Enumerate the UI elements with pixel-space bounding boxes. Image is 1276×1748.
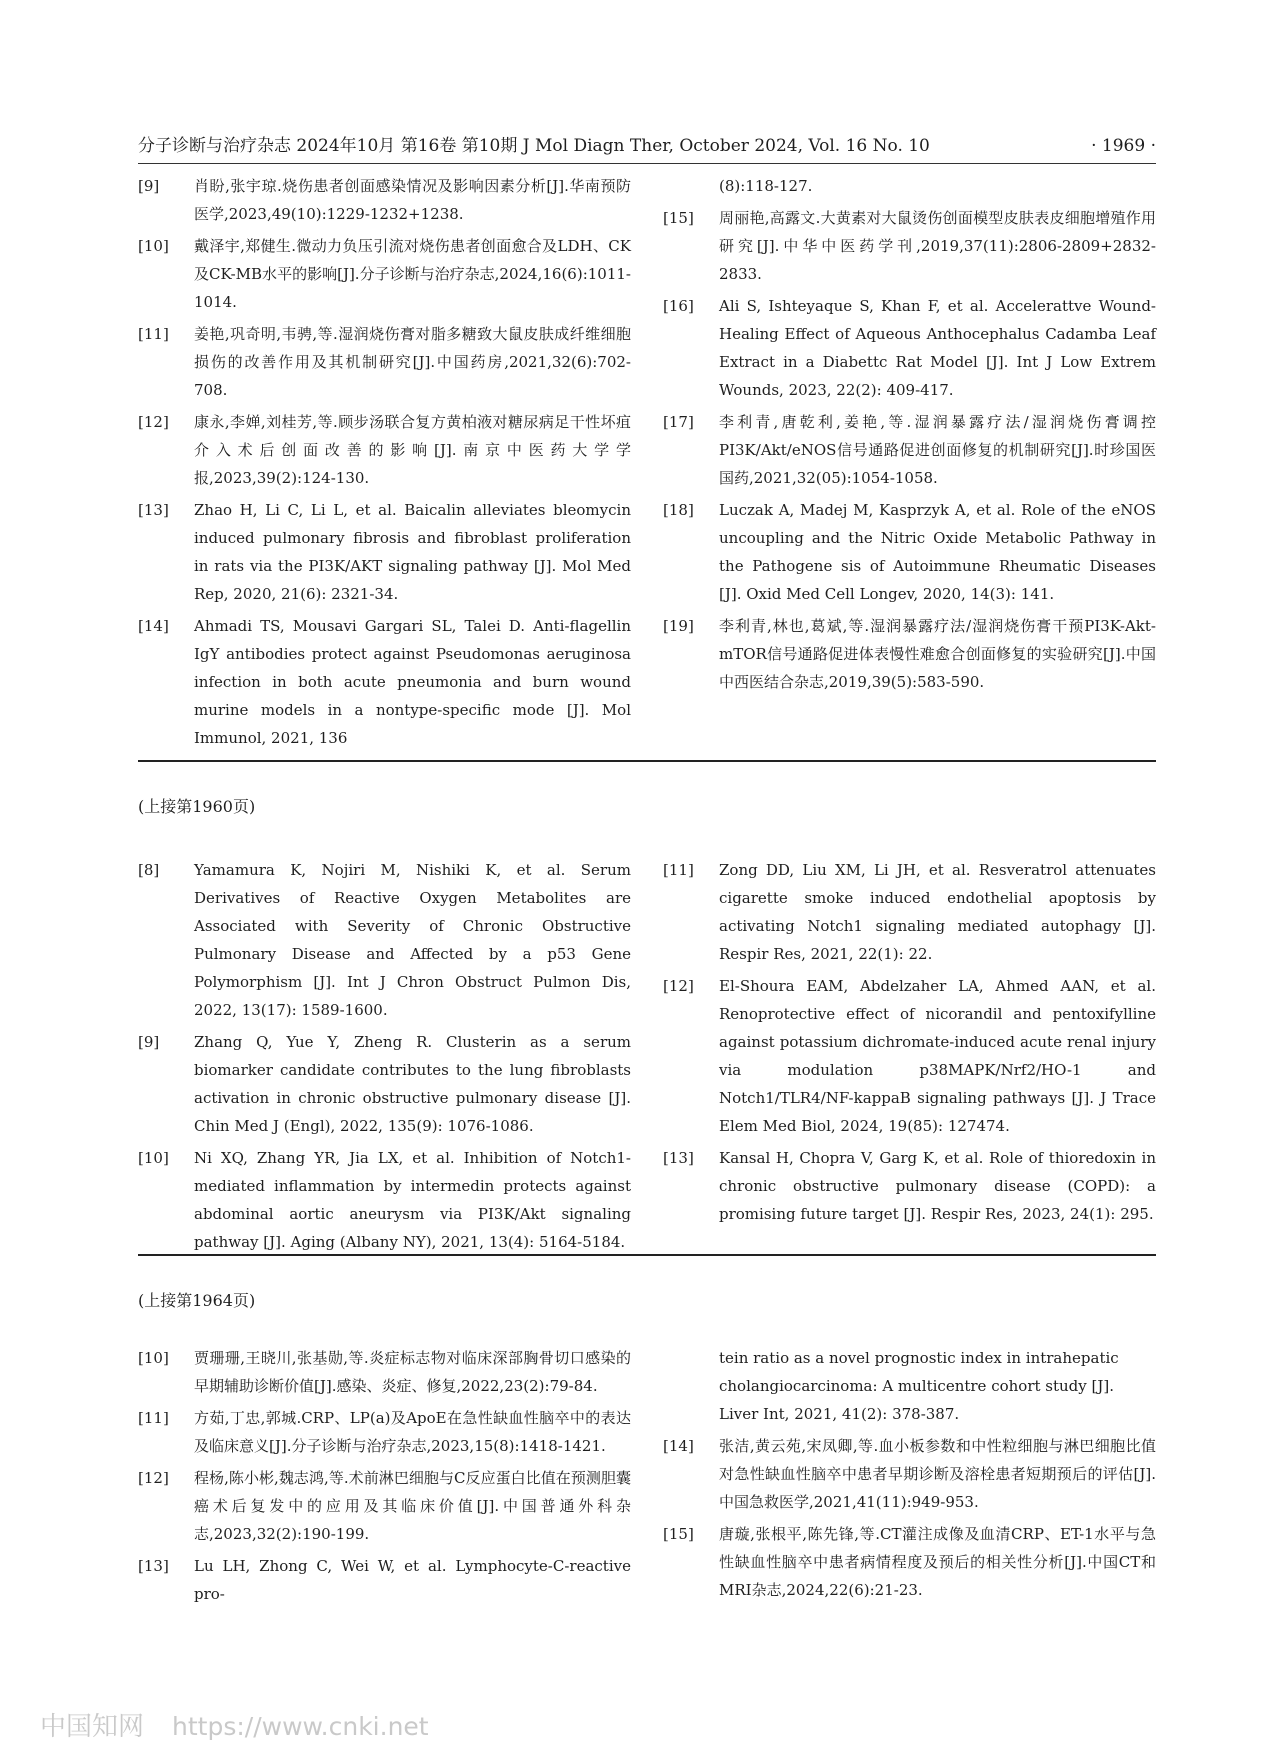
reference-number: [9] xyxy=(138,1033,160,1051)
reference-item xyxy=(663,972,1156,1140)
reference-item xyxy=(138,1144,631,1256)
reference-number: [16] xyxy=(663,297,694,315)
reference-number: [11] xyxy=(138,325,169,343)
reference-number: [17] xyxy=(663,413,694,431)
reference-number: [12] xyxy=(138,1469,169,1487)
reference-item xyxy=(663,1144,1156,1228)
continued-from-label: (上接第1960页) xyxy=(138,797,256,816)
section1-left-column xyxy=(138,172,631,756)
section-divider xyxy=(138,1254,1156,1256)
watermark-url: https://www.cnki.net xyxy=(172,1712,429,1741)
reference-text: Lu LH, Zhong C, Wei W, et al. Lymphocyte-C-reactive pro- xyxy=(194,1557,631,1603)
reference-text: Yamamura K, Nojiri M, Nishiki K, et al. Serum Derivatives of Reactive Oxygen Metabolites are Associated with Severity of Chronic Obstructive Pulmonary Disease and Affected by a p53 Gene Polymorphism [J]. Int J Chron Obstruct Pulmon Dis, 2022, 13(17): 1589-1600. xyxy=(194,861,631,1019)
reference-item xyxy=(138,1404,631,1460)
reference-text: Zhang Q, Yue Y, Zheng R. Clusterin as a serum biomarker candidate contributes to the lung fibroblasts activation in chronic obstructive pulmonary disease [J]. Chin Med J (Engl), 2022, 135(9): 1076-1086. xyxy=(194,1033,631,1135)
section-divider xyxy=(138,760,1156,762)
reference-number: [15] xyxy=(663,209,694,227)
reference-number: [11] xyxy=(138,1409,169,1427)
reference-text: 贾珊珊,王晓川,张基勋,等.炎症标志物对临床深部胸骨切口感染的早期辅助诊断价值[J].感染、炎症、修复,2022,23(2):79-84. xyxy=(194,1349,631,1395)
journal-header: 分子诊断与治疗杂志 2024年10月 第16卷 第10期 J Mol Diagn Ther, October 2024, Vol. 16 No. 10 xyxy=(138,136,930,156)
reference-text: Zong DD, Liu XM, Li JH, et al. Resveratrol attenuates cigarette smoke induced endothelial apoptosis by activating Notch1 signaling mediated autophagy [J]. Respir Res, 2021, 22(1): 22. xyxy=(719,861,1156,963)
reference-text: 肖盼,张宇琼.烧伤患者创面感染情况及影响因素分析[J].华南预防医学,2023,49(10):1229-1232+1238. xyxy=(194,177,631,223)
reference-number: [13] xyxy=(663,1149,694,1167)
watermark-brand: 中国知网 xyxy=(40,1712,145,1742)
reference-item xyxy=(138,612,631,752)
reference-item xyxy=(663,1520,1156,1604)
reference-item xyxy=(138,1028,631,1140)
section3-left-column xyxy=(138,1344,631,1612)
reference-number: [13] xyxy=(138,501,169,519)
reference-number: [19] xyxy=(663,617,694,635)
reference-item xyxy=(138,408,631,492)
reference-item xyxy=(663,408,1156,492)
reference-text: Ahmadi TS, Mousavi Gargari SL, Talei D. Anti-flagellin IgY antibodies protect against Pseudomonas aeruginosa infection in both acute pneumonia and burn wound murine models in a nontype-specific mode [J]. Mol Immunol, 2021, 136 xyxy=(194,617,631,747)
section2-right-column xyxy=(663,856,1156,1232)
reference-text: 姜艳,巩奇明,韦骋,等.湿润烧伤膏对脂多糖致大鼠皮肤成纤维细胞损伤的改善作用及其机制研究[J].中国药房,2021,32(6):702-708. xyxy=(194,325,631,399)
reference-item xyxy=(663,204,1156,288)
reference-item xyxy=(663,292,1156,404)
reference-text: 张洁,黄云苑,宋凤卿,等.血小板参数和中性粒细胞与淋巴细胞比值对急性缺血性脑卒中患者早期诊断及溶栓患者短期预后的评估[J].中国急救医学,2021,41(11):949-953. xyxy=(719,1437,1156,1511)
reference-text: El-Shoura EAM, Abdelzaher LA, Ahmed AAN, et al. Renoprotective effect of nicorandil and pentoxifylline against potassium dichromate-induced acute renal injury via modulation p38MAPK/Nrf2/HO-1 and Notch1/TLR4/NF-kappaB signaling pathways [J]. J Trace Elem Med Biol, 2024, 19(85): 127474. xyxy=(719,977,1156,1135)
reference-text: 程杨,陈小彬,魏志鸿,等.术前淋巴细胞与C反应蛋白比值在预测胆囊癌术后复发中的应用及其临床价值[J].中国普通外科杂志,2023,32(2):190-199. xyxy=(194,1469,631,1543)
reference-number: [14] xyxy=(138,617,169,635)
reference-item xyxy=(138,1552,631,1608)
reference-text: Kansal H, Chopra V, Garg K, et al. Role of thioredoxin in chronic obstructive pulmonary disease (COPD): a promising future target [J]. Respir Res, 2023, 24(1): 295. xyxy=(719,1149,1156,1223)
reference-item xyxy=(138,1344,631,1400)
reference-text: 方茹,丁忠,郭城.CRP、LP(a)及ApoE在急性缺血性脑卒中的表达及临床意义[J].分子诊断与治疗杂志,2023,15(8):1418-1421. xyxy=(194,1409,631,1455)
reference-text: Luczak A, Madej M, Kasprzyk A, et al. Role of the eNOS uncoupling and the Nitric Oxide Metabolic Pathway in the Pathogene sis of Autoimmune Rheumatic Diseases [J]. Oxid Med Cell Longev, 2020, 14(3): 141. xyxy=(719,501,1156,603)
reference-text: 康永,李婵,刘桂芳,等.顾步汤联合复方黄柏液对糖尿病足干性坏疽介入术后创面改善的影响[J].南京中医药大学学报,2023,39(2):124-130. xyxy=(194,413,631,487)
section1-right-column xyxy=(663,172,1156,700)
reference-number: [10] xyxy=(138,1349,169,1367)
reference-text: Ni XQ, Zhang YR, Jia LX, et al. Inhibition of Notch1-mediated inflammation by intermedin protects against abdominal aortic aneurysm via PI3K/Akt signaling pathway [J]. Aging (Albany NY), 2021, 13(4): 5164-5184. xyxy=(194,1149,631,1251)
reference-item xyxy=(138,172,631,228)
reference-text: 李利青,林也,葛斌,等.湿润暴露疗法/湿润烧伤膏干预PI3K-Akt-mTOR信号通路促进体表慢性难愈合创面修复的实验研究[J].中国中西医结合杂志,2019,39(5):583-590. xyxy=(719,617,1156,691)
reference-item xyxy=(138,232,631,316)
header-rule xyxy=(138,163,1156,164)
reference-item xyxy=(138,320,631,404)
reference-text: Ali S, Ishteyaque S, Khan F, et al. Accelerattve Wound-Healing Effect of Aqueous Anthocephalus Cadamba Leaf Extract in a Diabettc Rat Model [J]. Int J Low Extrem Wounds, 2023, 22(2): 409-417. xyxy=(719,297,1156,399)
reference-item xyxy=(663,1432,1156,1516)
reference-number: [8] xyxy=(138,861,160,879)
reference-text: 李利青,唐乾利,姜艳,等.湿润暴露疗法/湿润烧伤膏调控PI3K/Akt/eNOS信号通路促进创面修复的机制研究[J].时珍国医国药,2021,32(05):1054-1058. xyxy=(719,413,1156,487)
reference-continuation: (8):118-127. xyxy=(719,177,813,195)
reference-continuation: tein ratio as a novel prognostic index in intrahepatic cholangiocarcinoma: A multicentre cohort study [J]. Liver Int, 2021, 41(2): 378-387. xyxy=(719,1349,1119,1423)
reference-number: [13] xyxy=(138,1557,169,1575)
reference-item xyxy=(663,856,1156,968)
section2-left-column xyxy=(138,856,631,1260)
page-number: · 1969 · xyxy=(1091,136,1156,156)
reference-text: 戴泽宇,郑健生.微动力负压引流对烧伤患者创面愈合及LDH、CK及CK-MB水平的影响[J].分子诊断与治疗杂志,2024,16(6):1011-1014. xyxy=(194,237,631,311)
reference-text: 周丽艳,高露文.大黄素对大鼠烫伤创面模型皮肤表皮细胞增殖作用研究[J].中华中医药学刊,2019,37(11):2806-2809+2832-2833. xyxy=(719,209,1156,283)
cnki-watermark xyxy=(40,1706,429,1743)
reference-number: [12] xyxy=(663,977,694,995)
reference-item xyxy=(663,496,1156,608)
reference-item xyxy=(663,612,1156,696)
reference-text: Zhao H, Li C, Li L, et al. Baicalin alleviates bleomycin induced pulmonary fibrosis and fibroblast proliferation in rats via the PI3K/AKT signaling pathway [J]. Mol Med Rep, 2020, 21(6): 2321-34. xyxy=(194,501,631,603)
reference-text: 唐璇,张根平,陈先锋,等.CT灌注成像及血清CRP、ET-1水平与急性缺血性脑卒中患者病情程度及预后的相关性分析[J].中国CT和MRI杂志,2024,22(6):21-23. xyxy=(719,1525,1156,1599)
reference-item xyxy=(138,856,631,1024)
reference-number: [18] xyxy=(663,501,694,519)
reference-number: [14] xyxy=(663,1437,694,1455)
reference-item xyxy=(138,496,631,608)
reference-number: [10] xyxy=(138,237,169,255)
reference-number: [9] xyxy=(138,177,160,195)
reference-number: [15] xyxy=(663,1525,694,1543)
reference-number: [10] xyxy=(138,1149,169,1167)
continued-from-label: (上接第1964页) xyxy=(138,1291,256,1310)
reference-number: [11] xyxy=(663,861,694,879)
reference-item xyxy=(138,1464,631,1548)
section3-right-column xyxy=(663,1344,1156,1608)
reference-number: [12] xyxy=(138,413,169,431)
